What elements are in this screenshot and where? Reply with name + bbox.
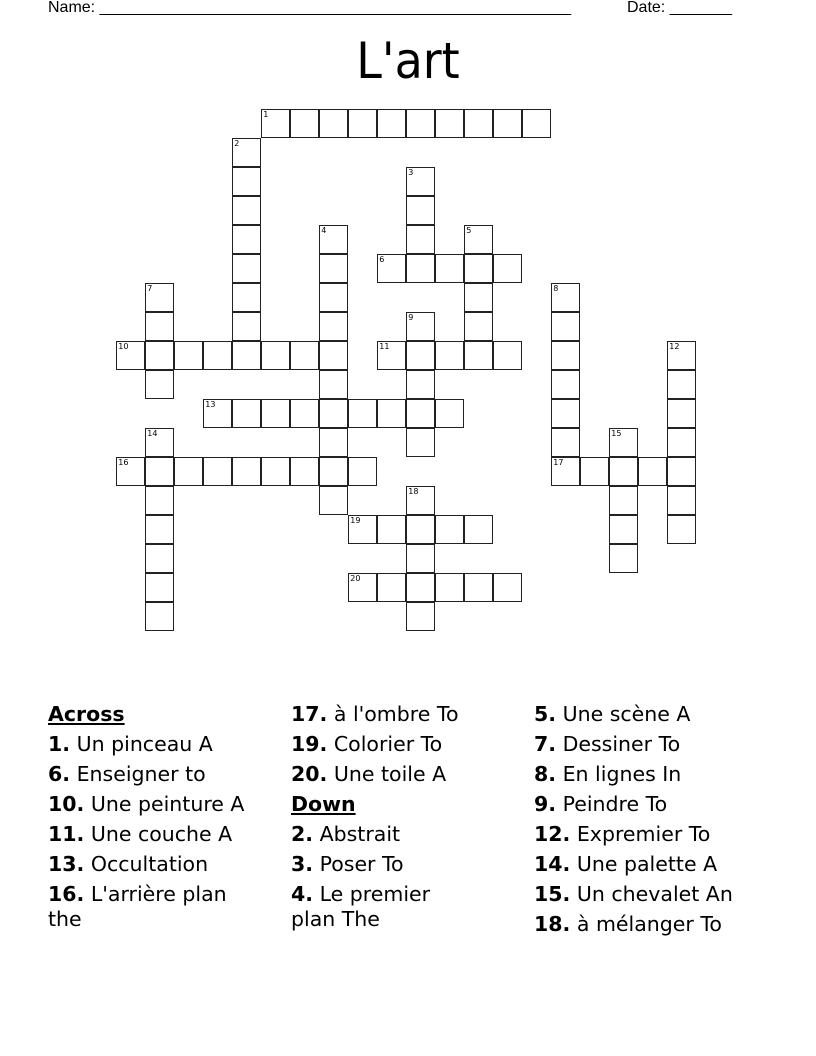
clue-across <box>291 762 531 787</box>
clue-across <box>48 822 288 847</box>
crossword-cell[interactable] <box>464 573 493 602</box>
crossword-cell[interactable] <box>203 399 232 428</box>
clue-text: Colorier To <box>333 732 443 756</box>
clues-column-3 <box>534 702 774 942</box>
crossword-cell[interactable] <box>609 486 638 515</box>
clues-column-1 <box>48 702 288 937</box>
clue-number-label: 20 <box>350 574 361 584</box>
crossword-cell[interactable] <box>377 573 406 602</box>
clue-text: Un pinceau A <box>76 732 213 756</box>
crossword-cell[interactable] <box>406 341 435 370</box>
clue-number: 20. <box>291 762 328 786</box>
clue-text: à l'ombre To <box>333 702 459 726</box>
crossword-cell[interactable] <box>145 283 174 312</box>
clue-number: 10. <box>48 792 85 816</box>
crossword-cell[interactable] <box>551 457 580 486</box>
clue-number-label: 2 <box>234 139 240 149</box>
clue-number-label: 13 <box>205 400 216 410</box>
crossword-cell[interactable] <box>232 283 261 312</box>
clue-down <box>534 882 774 907</box>
clue-across <box>48 852 288 877</box>
crossword-cell[interactable] <box>232 196 261 225</box>
clue-text: Une couche A <box>90 822 233 846</box>
clue-number: 13. <box>48 852 85 876</box>
crossword-cell[interactable] <box>145 544 174 573</box>
crossword-cell[interactable] <box>377 515 406 544</box>
clue-across <box>291 732 531 757</box>
crossword-cell[interactable] <box>348 573 377 602</box>
clue-down <box>534 702 774 727</box>
crossword-cell[interactable] <box>319 399 348 428</box>
crossword-cell[interactable] <box>319 341 348 370</box>
crossword-cell[interactable] <box>609 428 638 457</box>
crossword-cell[interactable] <box>145 370 174 399</box>
clue-text: Occultation <box>90 852 209 876</box>
clues-column-2 <box>291 702 531 937</box>
crossword-cell[interactable] <box>667 486 696 515</box>
clue-number: 8. <box>534 762 557 786</box>
crossword-cell[interactable] <box>609 457 638 486</box>
clue-number: 17. <box>291 702 328 726</box>
clue-number-label: 16 <box>118 458 129 468</box>
clue-number-label: 9 <box>408 313 414 323</box>
clue-number: 3. <box>291 852 314 876</box>
crossword-cell[interactable] <box>406 109 435 138</box>
crossword-cell[interactable] <box>609 544 638 573</box>
crossword-cell[interactable] <box>406 196 435 225</box>
crossword-cell[interactable] <box>290 457 319 486</box>
crossword-cell[interactable] <box>145 312 174 341</box>
clue-across <box>291 702 531 727</box>
crossword-cell[interactable] <box>290 109 319 138</box>
crossword-cell[interactable] <box>232 312 261 341</box>
crossword-cell[interactable] <box>551 312 580 341</box>
clue-number-label: 14 <box>147 429 158 439</box>
clue-text: Une scène A <box>562 702 691 726</box>
crossword-cell[interactable] <box>319 283 348 312</box>
clue-text: Peindre To <box>562 792 668 816</box>
clue-number: 12. <box>534 822 571 846</box>
across-heading: Across <box>48 702 125 726</box>
crossword-cell[interactable] <box>174 341 203 370</box>
crossword-cell[interactable] <box>377 109 406 138</box>
clue-across <box>48 732 288 757</box>
crossword-cell[interactable] <box>145 602 174 631</box>
crossword-cell[interactable] <box>406 544 435 573</box>
clue-down <box>534 912 774 937</box>
crossword-cell[interactable] <box>406 515 435 544</box>
crossword-cell[interactable] <box>290 399 319 428</box>
crossword-cell[interactable] <box>435 109 464 138</box>
clue-number-label: 7 <box>147 284 153 294</box>
clue-number: 5. <box>534 702 557 726</box>
crossword-cell[interactable] <box>145 457 174 486</box>
crossword-cell[interactable] <box>319 457 348 486</box>
crossword-cell[interactable] <box>406 254 435 283</box>
clue-text: L'arrière plan the <box>48 882 227 931</box>
crossword-cell[interactable] <box>551 283 580 312</box>
clue-down <box>534 822 774 847</box>
clue-text: Abstrait <box>319 822 401 846</box>
clue-number-label: 17 <box>553 458 564 468</box>
crossword-cell[interactable] <box>435 573 464 602</box>
clue-number: 15. <box>534 882 571 906</box>
crossword-cell[interactable] <box>609 515 638 544</box>
clue-number: 7. <box>534 732 557 756</box>
clue-text: Dessiner To <box>562 732 681 756</box>
crossword-cell[interactable] <box>406 167 435 196</box>
crossword-cell[interactable] <box>551 341 580 370</box>
crossword-cell[interactable] <box>464 341 493 370</box>
clue-text: Une palette A <box>576 852 718 876</box>
crossword-cell[interactable] <box>348 515 377 544</box>
clue-number: 14. <box>534 852 571 876</box>
crossword-cell[interactable] <box>261 399 290 428</box>
clue-number-label: 4 <box>321 226 327 236</box>
crossword-cell[interactable] <box>464 515 493 544</box>
crossword-cell[interactable] <box>464 109 493 138</box>
crossword-cell[interactable] <box>145 515 174 544</box>
crossword-cell[interactable] <box>493 254 522 283</box>
clue-down <box>534 732 774 757</box>
crossword-cell[interactable] <box>232 138 261 167</box>
clue-number-label: 10 <box>118 342 129 352</box>
crossword-cell[interactable] <box>145 428 174 457</box>
clue-across <box>48 792 288 817</box>
clue-text: Poser To <box>319 852 404 876</box>
name-field[interactable]: Name: _____________________________________________________ <box>48 0 572 16</box>
crossword-cell[interactable] <box>406 602 435 631</box>
crossword-cell[interactable] <box>319 370 348 399</box>
crossword-cell[interactable] <box>406 312 435 341</box>
clue-number-label: 3 <box>408 168 414 178</box>
crossword-cell[interactable] <box>232 457 261 486</box>
clue-text: Une peinture A <box>90 792 245 816</box>
crossword-cell[interactable] <box>406 573 435 602</box>
clue-number: 4. <box>291 882 314 906</box>
page-title: L'art <box>356 32 460 90</box>
crossword-cell[interactable] <box>145 573 174 602</box>
clue-text: Expremier To <box>576 822 711 846</box>
clue-number: 9. <box>534 792 557 816</box>
crossword-cell[interactable] <box>406 399 435 428</box>
crossword-cell[interactable] <box>116 457 145 486</box>
clue-down <box>534 792 774 817</box>
crossword-cell[interactable] <box>580 457 609 486</box>
crossword-cell[interactable] <box>203 341 232 370</box>
crossword-cell[interactable] <box>319 254 348 283</box>
crossword-cell[interactable] <box>232 399 261 428</box>
crossword-cell[interactable] <box>406 486 435 515</box>
crossword-cell[interactable] <box>261 457 290 486</box>
clue-across <box>48 882 258 932</box>
crossword-cell[interactable] <box>551 399 580 428</box>
crossword-cell[interactable] <box>406 428 435 457</box>
clue-number-label: 15 <box>611 429 622 439</box>
clue-number-label: 12 <box>669 342 680 352</box>
crossword-cell[interactable] <box>464 312 493 341</box>
crossword-cell[interactable] <box>464 254 493 283</box>
clue-number: 2. <box>291 822 314 846</box>
crossword-cell[interactable] <box>261 109 290 138</box>
crossword-cell[interactable] <box>667 370 696 399</box>
crossword-cell[interactable] <box>290 341 319 370</box>
crossword-cell[interactable] <box>348 109 377 138</box>
crossword-cell[interactable] <box>667 399 696 428</box>
crossword-cell[interactable] <box>464 225 493 254</box>
clue-text: à mélanger To <box>576 912 722 936</box>
crossword-cell[interactable] <box>319 109 348 138</box>
clue-number: 18. <box>534 912 571 936</box>
clue-number: 16. <box>48 882 85 906</box>
crossword-cell[interactable] <box>377 254 406 283</box>
crossword-cell[interactable] <box>145 486 174 515</box>
crossword-cell[interactable] <box>261 341 290 370</box>
crossword-cell[interactable] <box>319 486 348 515</box>
crossword-cell[interactable] <box>232 225 261 254</box>
clue-down <box>291 852 531 877</box>
crossword-cell[interactable] <box>493 109 522 138</box>
crossword-cell[interactable] <box>319 428 348 457</box>
crossword-cell[interactable] <box>174 457 203 486</box>
crossword-cell[interactable] <box>493 573 522 602</box>
crossword-cell[interactable] <box>667 428 696 457</box>
clue-number-label: 18 <box>408 487 419 497</box>
clue-down <box>291 822 531 847</box>
crossword-cell[interactable] <box>435 341 464 370</box>
crossword-cell[interactable] <box>348 399 377 428</box>
crossword-cell[interactable] <box>319 312 348 341</box>
clue-number-label: 19 <box>350 516 361 526</box>
crossword-cell[interactable] <box>232 167 261 196</box>
clue-number-label: 8 <box>553 284 559 294</box>
crossword-cell[interactable] <box>348 457 377 486</box>
crossword-cell[interactable] <box>406 370 435 399</box>
crossword-cell[interactable] <box>638 457 667 486</box>
clue-text: Un chevalet An <box>576 882 733 906</box>
crossword-cell[interactable] <box>116 341 145 370</box>
crossword-cell[interactable] <box>551 370 580 399</box>
crossword-cell[interactable] <box>551 428 580 457</box>
date-field[interactable]: Date: _______ <box>627 0 732 16</box>
clue-down <box>291 882 466 932</box>
clue-number: 19. <box>291 732 328 756</box>
crossword-cell[interactable] <box>435 399 464 428</box>
clue-number: 11. <box>48 822 85 846</box>
clue-number: 1. <box>48 732 71 756</box>
clue-number-label: 11 <box>379 342 390 352</box>
clue-number-label: 1 <box>263 110 269 120</box>
crossword-cell[interactable] <box>493 341 522 370</box>
crossword-cell[interactable] <box>435 254 464 283</box>
clue-number-label: 5 <box>466 226 472 236</box>
crossword-cell[interactable] <box>203 457 232 486</box>
crossword-cell[interactable] <box>406 225 435 254</box>
clue-number-label: 6 <box>379 255 385 265</box>
crossword-cell[interactable] <box>377 399 406 428</box>
crossword-cell[interactable] <box>464 283 493 312</box>
crossword-cell[interactable] <box>522 109 551 138</box>
crossword-cell[interactable] <box>232 254 261 283</box>
clue-text: Une toile A <box>333 762 447 786</box>
clue-text: Le premier plan The <box>291 882 431 931</box>
clue-down <box>534 762 774 787</box>
crossword-cell[interactable] <box>377 341 406 370</box>
crossword-cell[interactable] <box>435 515 464 544</box>
crossword-cell[interactable] <box>232 341 261 370</box>
crossword-cell[interactable] <box>319 225 348 254</box>
crossword-cell[interactable] <box>667 515 696 544</box>
clue-text: Enseigner to <box>76 762 206 786</box>
clue-down <box>534 852 774 877</box>
crossword-cell[interactable] <box>145 341 174 370</box>
clue-across <box>48 762 288 787</box>
clue-text: En lignes In <box>562 762 682 786</box>
clue-number: 6. <box>48 762 71 786</box>
down-heading: Down <box>291 792 356 816</box>
crossword-cell[interactable] <box>667 457 696 486</box>
crossword-cell[interactable] <box>667 341 696 370</box>
